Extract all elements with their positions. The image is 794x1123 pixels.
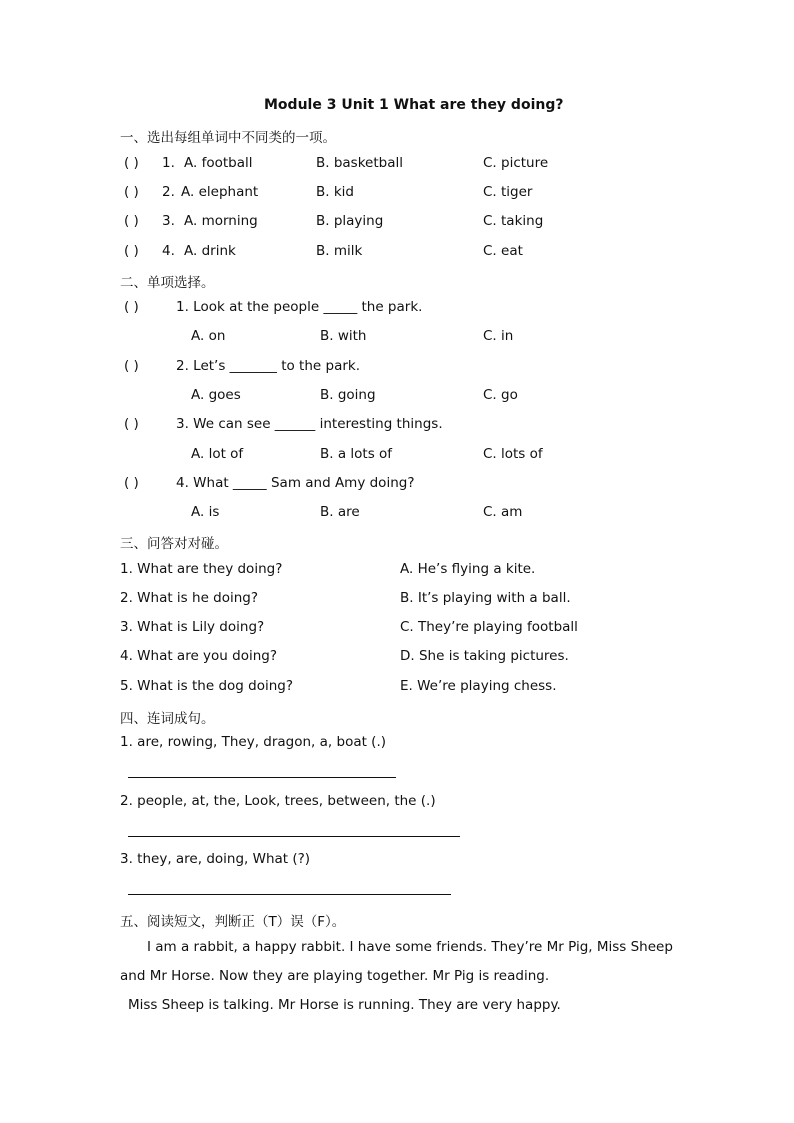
- question-number: 3.: [162, 213, 175, 229]
- match-answer: D. She is taking pictures.: [400, 648, 569, 664]
- word-order-prompt: 1. are, rowing, They, dragon, a, boat (.): [120, 734, 387, 750]
- answer-bracket: ( ): [124, 155, 139, 171]
- option-b: B. kid: [316, 184, 354, 200]
- section2-heading: 二、单项选择。: [120, 275, 215, 291]
- match-question: 4. What are you doing?: [120, 648, 278, 664]
- reading-passage-line: and Mr Horse. Now they are playing together. Mr Pig is reading.: [120, 968, 550, 984]
- word-order-prompt: 3. they, are, doing, What (?): [120, 851, 311, 867]
- option-a: A. elephant: [181, 184, 259, 200]
- answer-bracket: ( ): [124, 416, 139, 432]
- option-a: A. goes: [191, 387, 241, 403]
- question-text: 1. Look at the people _____ the park.: [176, 299, 423, 315]
- option-b: B. basketball: [316, 155, 403, 171]
- option-c: C. taking: [483, 213, 544, 229]
- option-b: B. going: [320, 387, 376, 403]
- answer-bracket: ( ): [124, 299, 139, 315]
- option-b: B. milk: [316, 243, 363, 259]
- answer-line[interactable]: [128, 777, 396, 778]
- option-a: A. drink: [184, 243, 236, 259]
- answer-bracket: ( ): [124, 213, 139, 229]
- question-number: 1.: [162, 155, 175, 171]
- option-a: A. is: [191, 504, 220, 520]
- option-c: C. lots of: [483, 446, 543, 462]
- section3-heading: 三、问答对对碰。: [120, 536, 228, 552]
- page-title: Module 3 Unit 1 What are they doing?: [264, 97, 564, 113]
- option-a: A. morning: [184, 213, 258, 229]
- option-c: C. tiger: [483, 184, 533, 200]
- option-c: C. in: [483, 328, 514, 344]
- option-b: B. a lots of: [320, 446, 393, 462]
- option-c: C. eat: [483, 243, 523, 259]
- option-b: B. with: [320, 328, 367, 344]
- answer-bracket: ( ): [124, 475, 139, 491]
- match-answer: A. He’s flying a kite.: [400, 561, 536, 577]
- option-a: A. on: [191, 328, 226, 344]
- question-text: 4. What _____ Sam and Amy doing?: [176, 475, 415, 491]
- section5-heading: 五、阅读短文，判断正（T）误（F）。: [120, 914, 346, 930]
- match-answer: E. We’re playing chess.: [400, 678, 557, 694]
- option-b: B. playing: [316, 213, 384, 229]
- answer-bracket: ( ): [124, 358, 139, 374]
- section1-heading: 一、选出每组单词中不同类的一项。: [120, 130, 336, 146]
- question-number: 2.: [162, 184, 175, 200]
- option-c: C. go: [483, 387, 518, 403]
- match-answer: C. They’re playing football: [400, 619, 578, 635]
- match-answer: B. It’s playing with a ball.: [400, 590, 571, 606]
- section4-heading: 四、连词成句。: [120, 711, 215, 727]
- reading-passage-line: Miss Sheep is talking. Mr Horse is running. They are very happy.: [128, 997, 561, 1013]
- question-text: 2. Let’s _______ to the park.: [176, 358, 361, 374]
- reading-passage-line: I am a rabbit, a happy rabbit. I have some friends. They’re Mr Pig, Miss Sheep: [147, 939, 673, 955]
- match-question: 5. What is the dog doing?: [120, 678, 294, 694]
- answer-line[interactable]: [128, 894, 451, 895]
- option-a: A. lot of: [191, 446, 244, 462]
- answer-bracket: ( ): [124, 243, 139, 259]
- option-c: C. am: [483, 504, 523, 520]
- word-order-prompt: 2. people, at, the, Look, trees, between, the (.): [120, 793, 436, 809]
- answer-line[interactable]: [128, 836, 460, 837]
- question-text: 3. We can see ______ interesting things.: [176, 416, 443, 432]
- match-question: 2. What is he doing?: [120, 590, 259, 606]
- match-question: 1. What are they doing?: [120, 561, 283, 577]
- match-question: 3. What is Lily doing?: [120, 619, 265, 635]
- option-a: A. football: [184, 155, 253, 171]
- option-b: B. are: [320, 504, 360, 520]
- answer-bracket: ( ): [124, 184, 139, 200]
- question-number: 4.: [162, 243, 175, 259]
- option-c: C. picture: [483, 155, 549, 171]
